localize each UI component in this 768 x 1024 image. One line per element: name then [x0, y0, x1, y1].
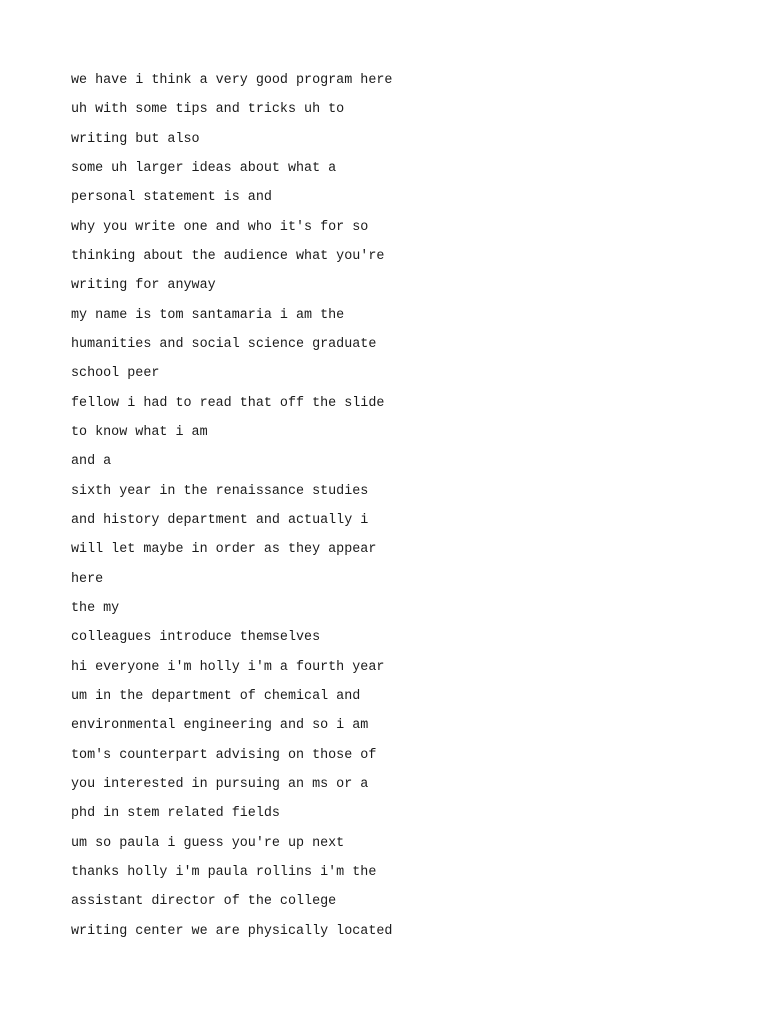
transcript-line: phd in stem related fields [71, 806, 280, 822]
transcript-line: thanks holly i'm paula rollins i'm the [71, 864, 377, 880]
transcript-line: some uh larger ideas about what a [71, 160, 337, 176]
transcript-line: school peer [71, 366, 160, 382]
transcript-line: here [71, 571, 104, 587]
transcript-line: sixth year in the renaissance studies [71, 483, 369, 499]
transcript-line: you interested in pursuing an ms or a [71, 776, 369, 792]
transcript-line: and a [71, 454, 112, 470]
transcript-line: um in the department of chemical and [71, 688, 361, 704]
transcript-line: colleagues introduce themselves [71, 630, 321, 646]
transcript-line: my name is tom santamaria i am the [71, 307, 345, 323]
transcript-line: to know what i am [71, 424, 208, 440]
transcript-line: will let maybe in order as they appear [71, 542, 377, 558]
transcript-line: tom's counterpart advising on those of [71, 747, 377, 763]
transcript-line: humanities and social science graduate [71, 336, 377, 352]
transcript-line: hi everyone i'm holly i'm a fourth year [71, 659, 385, 675]
transcript-line: uh with some tips and tricks uh to [71, 102, 345, 118]
transcript-line: writing center we are physically located [71, 923, 393, 939]
transcript-line: and history department and actually i [71, 512, 369, 528]
transcript-line: why you write one and who it's for so [71, 219, 369, 235]
transcript-line: environmental engineering and so i am [71, 718, 369, 734]
transcript-line: um so paula i guess you're up next [71, 835, 345, 851]
transcript-line: writing for anyway [71, 278, 216, 294]
transcript-line: personal statement is and [71, 190, 272, 206]
transcript-line: we have i think a very good program here [71, 73, 393, 88]
transcript-line: fellow i had to read that off the slide [71, 395, 385, 411]
transcript-line: writing but also [71, 131, 200, 147]
transcript-text [71, 66, 392, 946]
transcript-line: the my [71, 600, 120, 616]
transcript-line: thinking about the audience what you're [71, 248, 385, 264]
transcript-line: assistant director of the college [71, 894, 337, 910]
